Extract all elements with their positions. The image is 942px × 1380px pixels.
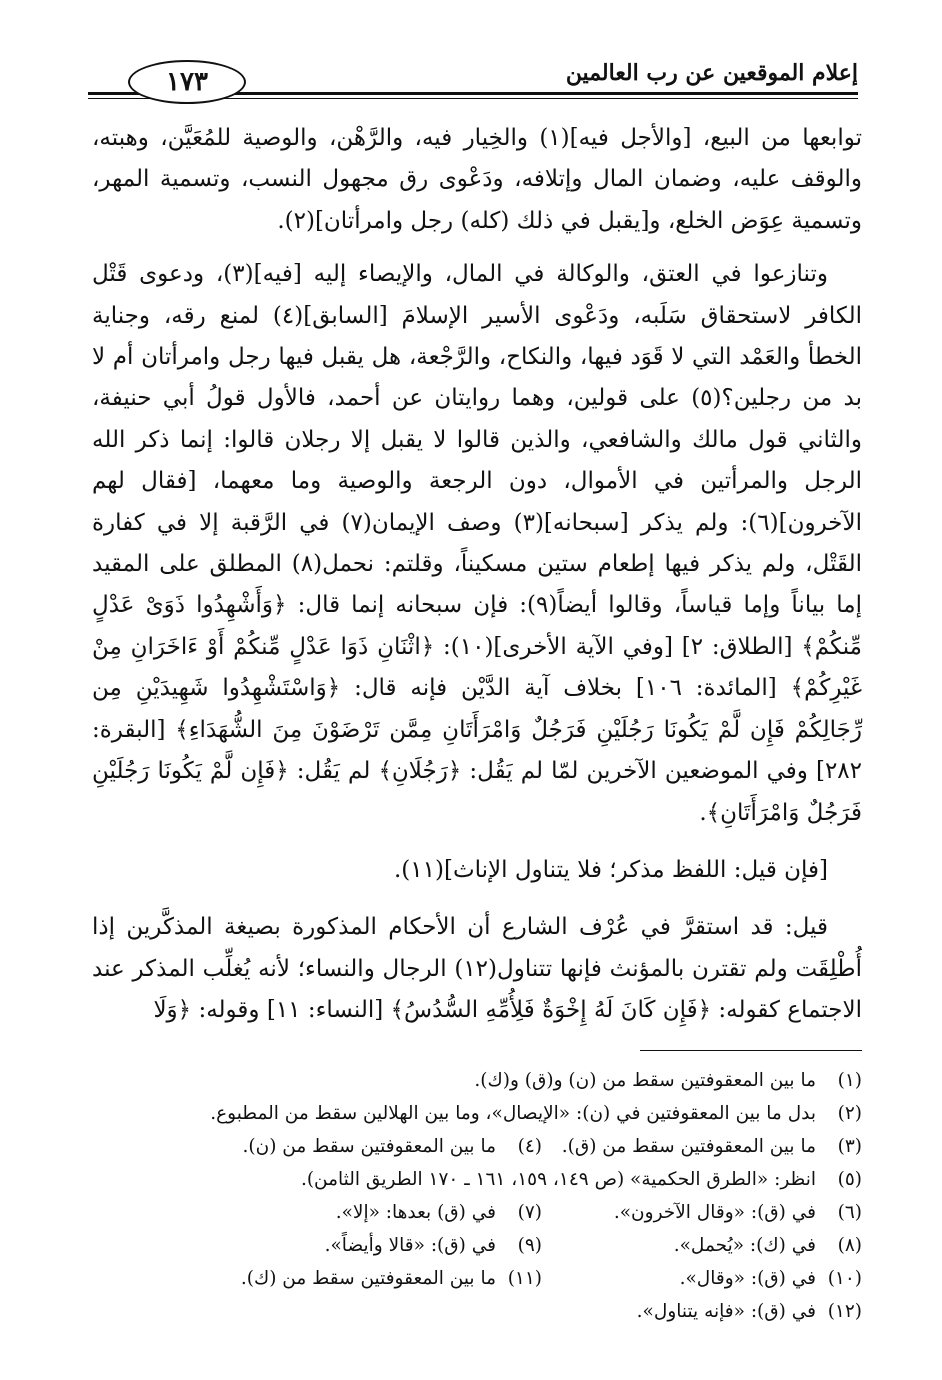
footnote-number: (٥) (837, 1169, 862, 1190)
footnote-number: (٤) (517, 1136, 542, 1157)
page-header (88, 50, 858, 100)
footnote-number: (١٠) (827, 1268, 862, 1289)
footnote-text: ما بين المعقوفتين سقط من (ن). (242, 1136, 496, 1157)
footnote-text: في (ك): «يُحمل». (673, 1235, 816, 1256)
footnote-text: في (ق) بعدها: «إلا». (335, 1202, 496, 1223)
footnote-number: (٧) (517, 1202, 542, 1223)
footnote-number: (٢) (837, 1103, 862, 1124)
footnote (542, 1130, 862, 1163)
footnote (325, 1229, 542, 1262)
footnote-text: في (ق): «قالا وأيضاً». (324, 1235, 496, 1256)
footnote-text: في (ق): «وقال». (679, 1268, 816, 1289)
paragraph: قيل: قد استقرَّ في عُرْف الشارع أن الأحكام المذكورة بصيغة المذكَّرين إذا أُطْلِقَت ولم تقترن بالمؤنث فإنها تتناول(١٢) الرجال والنساء؛ لأنه يُغلِّب المذكر عند الاجتماع كقوله: ﴿فَإِن كَانَ لَهُ إِخْوَةٌ فَلِأُمِّهِ السُّدُسُ﴾ [النساء: ١١] وقوله: ﴿وَلَا (92, 914, 862, 1024)
footnote (150, 1163, 862, 1196)
footnote-text: ما بين المعقوفتين سقط من (ن) و(ق) و(ك). (474, 1070, 816, 1091)
footnote (542, 1229, 862, 1262)
footnote-number: (٩) (517, 1235, 542, 1256)
page-number-badge: ١٧٣ (128, 60, 246, 104)
running-title: إعلام الموقعين عن رب العالمين (565, 60, 858, 86)
footnote-number: (٣) (837, 1136, 862, 1157)
footnote-number: (٨) (837, 1235, 862, 1256)
footnote (150, 1064, 862, 1097)
footnotes (150, 1064, 862, 1328)
footnote-text: ما بين المعقوفتين سقط من (ك). (240, 1268, 496, 1289)
footnote-text: بدل ما بين المعقوفتين في (ن): «الإيصال»، وما بين الهلالين سقط من المطبوع. (210, 1103, 816, 1124)
footnote-text: انظر: «الطرق الحكمية» (ص ١٤٩، ١٥٩، ١٦١ ـ ١٧٠ الطريق الثامن). (300, 1169, 816, 1190)
footnote-pair (150, 1262, 862, 1295)
footnote-pair (150, 1196, 862, 1229)
main-text (92, 118, 862, 1048)
footnote (336, 1196, 542, 1229)
footnote-text: ما بين المعقوفتين سقط من (ق). (561, 1136, 816, 1157)
paragraph: وتنازعوا في العتق، والوكالة في المال، والإيصاء إليه [فيه](٣)، ودعوى قَتْل الكافر لاستحقاق سَلَبه، ودَعْوى الأسير الإسلامَ [السابق](٤) لمنع رقه، وجناية الخطأ والعَمْد التي لا قَوَد فيها، والنكاح، والرَّجْعة، هل يقبل فيها رجل وامرأتان أم لا بد من رجلين؟(٥) على قولين، وهما روايتان عن أحمد، فالأول قولُ أبي حنيفة، والثاني قول مالك والشافعي، والذين قالوا لا يقبل إلا رجلان قالوا: إنما ذكر الله الرجل والمرأتين في الأموال، دون الرجعة والوصية وما معهما، [فقال لهم الآخرون](٦): ولم يذكر [سبحانه](٣) وصف الإيمان(٧) في الرَّقبة إلا في كفارة القَتْل، ولم يذكر فيها إطعام ستين مسكيناً، وقلتم: نحمل(٨) المطلق على المقيد إما بياناً وإما قياساً، وقالوا أيضاً(٩): فإن سبحانه إنما قال: ﴿وَأَشْهِدُوا ذَوَىْ عَدْلٍ مِّنكُمْ﴾ [الطلاق: ٢] [وفي الآية الأخرى](١٠): ﴿اثْنَانِ ذَوَا عَدْلٍ مِّنكُمْ أَوْ ءَاخَرَانِ مِنْ غَيْرِكُمْ﴾ [المائدة: ١٠٦] بخلاف آية الدَّيْن فإنه قال: ﴿وَاسْتَشْهِدُوا شَهِيدَيْنِ مِن رِّجَالِكُمْ فَإِن لَّمْ يَكُونَا رَجُلَيْنِ فَرَجُلٌ وَامْرَأَتَانِ مِمَّن تَرْضَوْنَ مِنَ الشُّهَدَاءِ﴾ [البقرة: ٢٨٢] وفي الموضعين الآخرين لمّا لم يَقُل: ﴿رَجُلَانِ﴾ لم يَقُل: ﴿فَإِن لَّمْ يَكُونَا رَجُلَيْنِ فَرَجُلٌ وَامْرَأَتَانِ﴾. (92, 261, 862, 826)
footnote (243, 1130, 542, 1163)
footnote-pair (150, 1130, 862, 1163)
footnote-number: (١) (837, 1070, 862, 1091)
paragraph: [فإن قيل: اللفظ مذكر؛ فلا يتناول الإناث](١١). (393, 856, 828, 883)
paragraph: توابعها من البيع، [والأجل فيه](١) والخِيار فيه، والرَّهْن، والوصية للمُعَيَّن، وهبته، والوقف عليه، وضمان المال وإتلافه، ودَعْوى رق مجهول النسب، وتسمية المهر، وتسمية عِوَض الخلع، و[يقبل في ذلك (كله) رجل وامرأتان](٢). (92, 125, 862, 234)
footnote (241, 1262, 542, 1295)
footnote (542, 1196, 862, 1229)
footnote (150, 1295, 862, 1328)
footnote-text: في (ق): «فإنه يتناول». (636, 1301, 816, 1322)
footnote-text: في (ق): «وقال الآخرون». (613, 1202, 816, 1223)
footnote-number: (١١) (507, 1268, 542, 1289)
footnote (150, 1097, 862, 1130)
footnote-separator (640, 1050, 862, 1051)
footnote-number: (١٢) (827, 1301, 862, 1322)
footnote-number: (٦) (837, 1202, 862, 1223)
footnote-pair (150, 1229, 862, 1262)
footnote (542, 1262, 862, 1295)
